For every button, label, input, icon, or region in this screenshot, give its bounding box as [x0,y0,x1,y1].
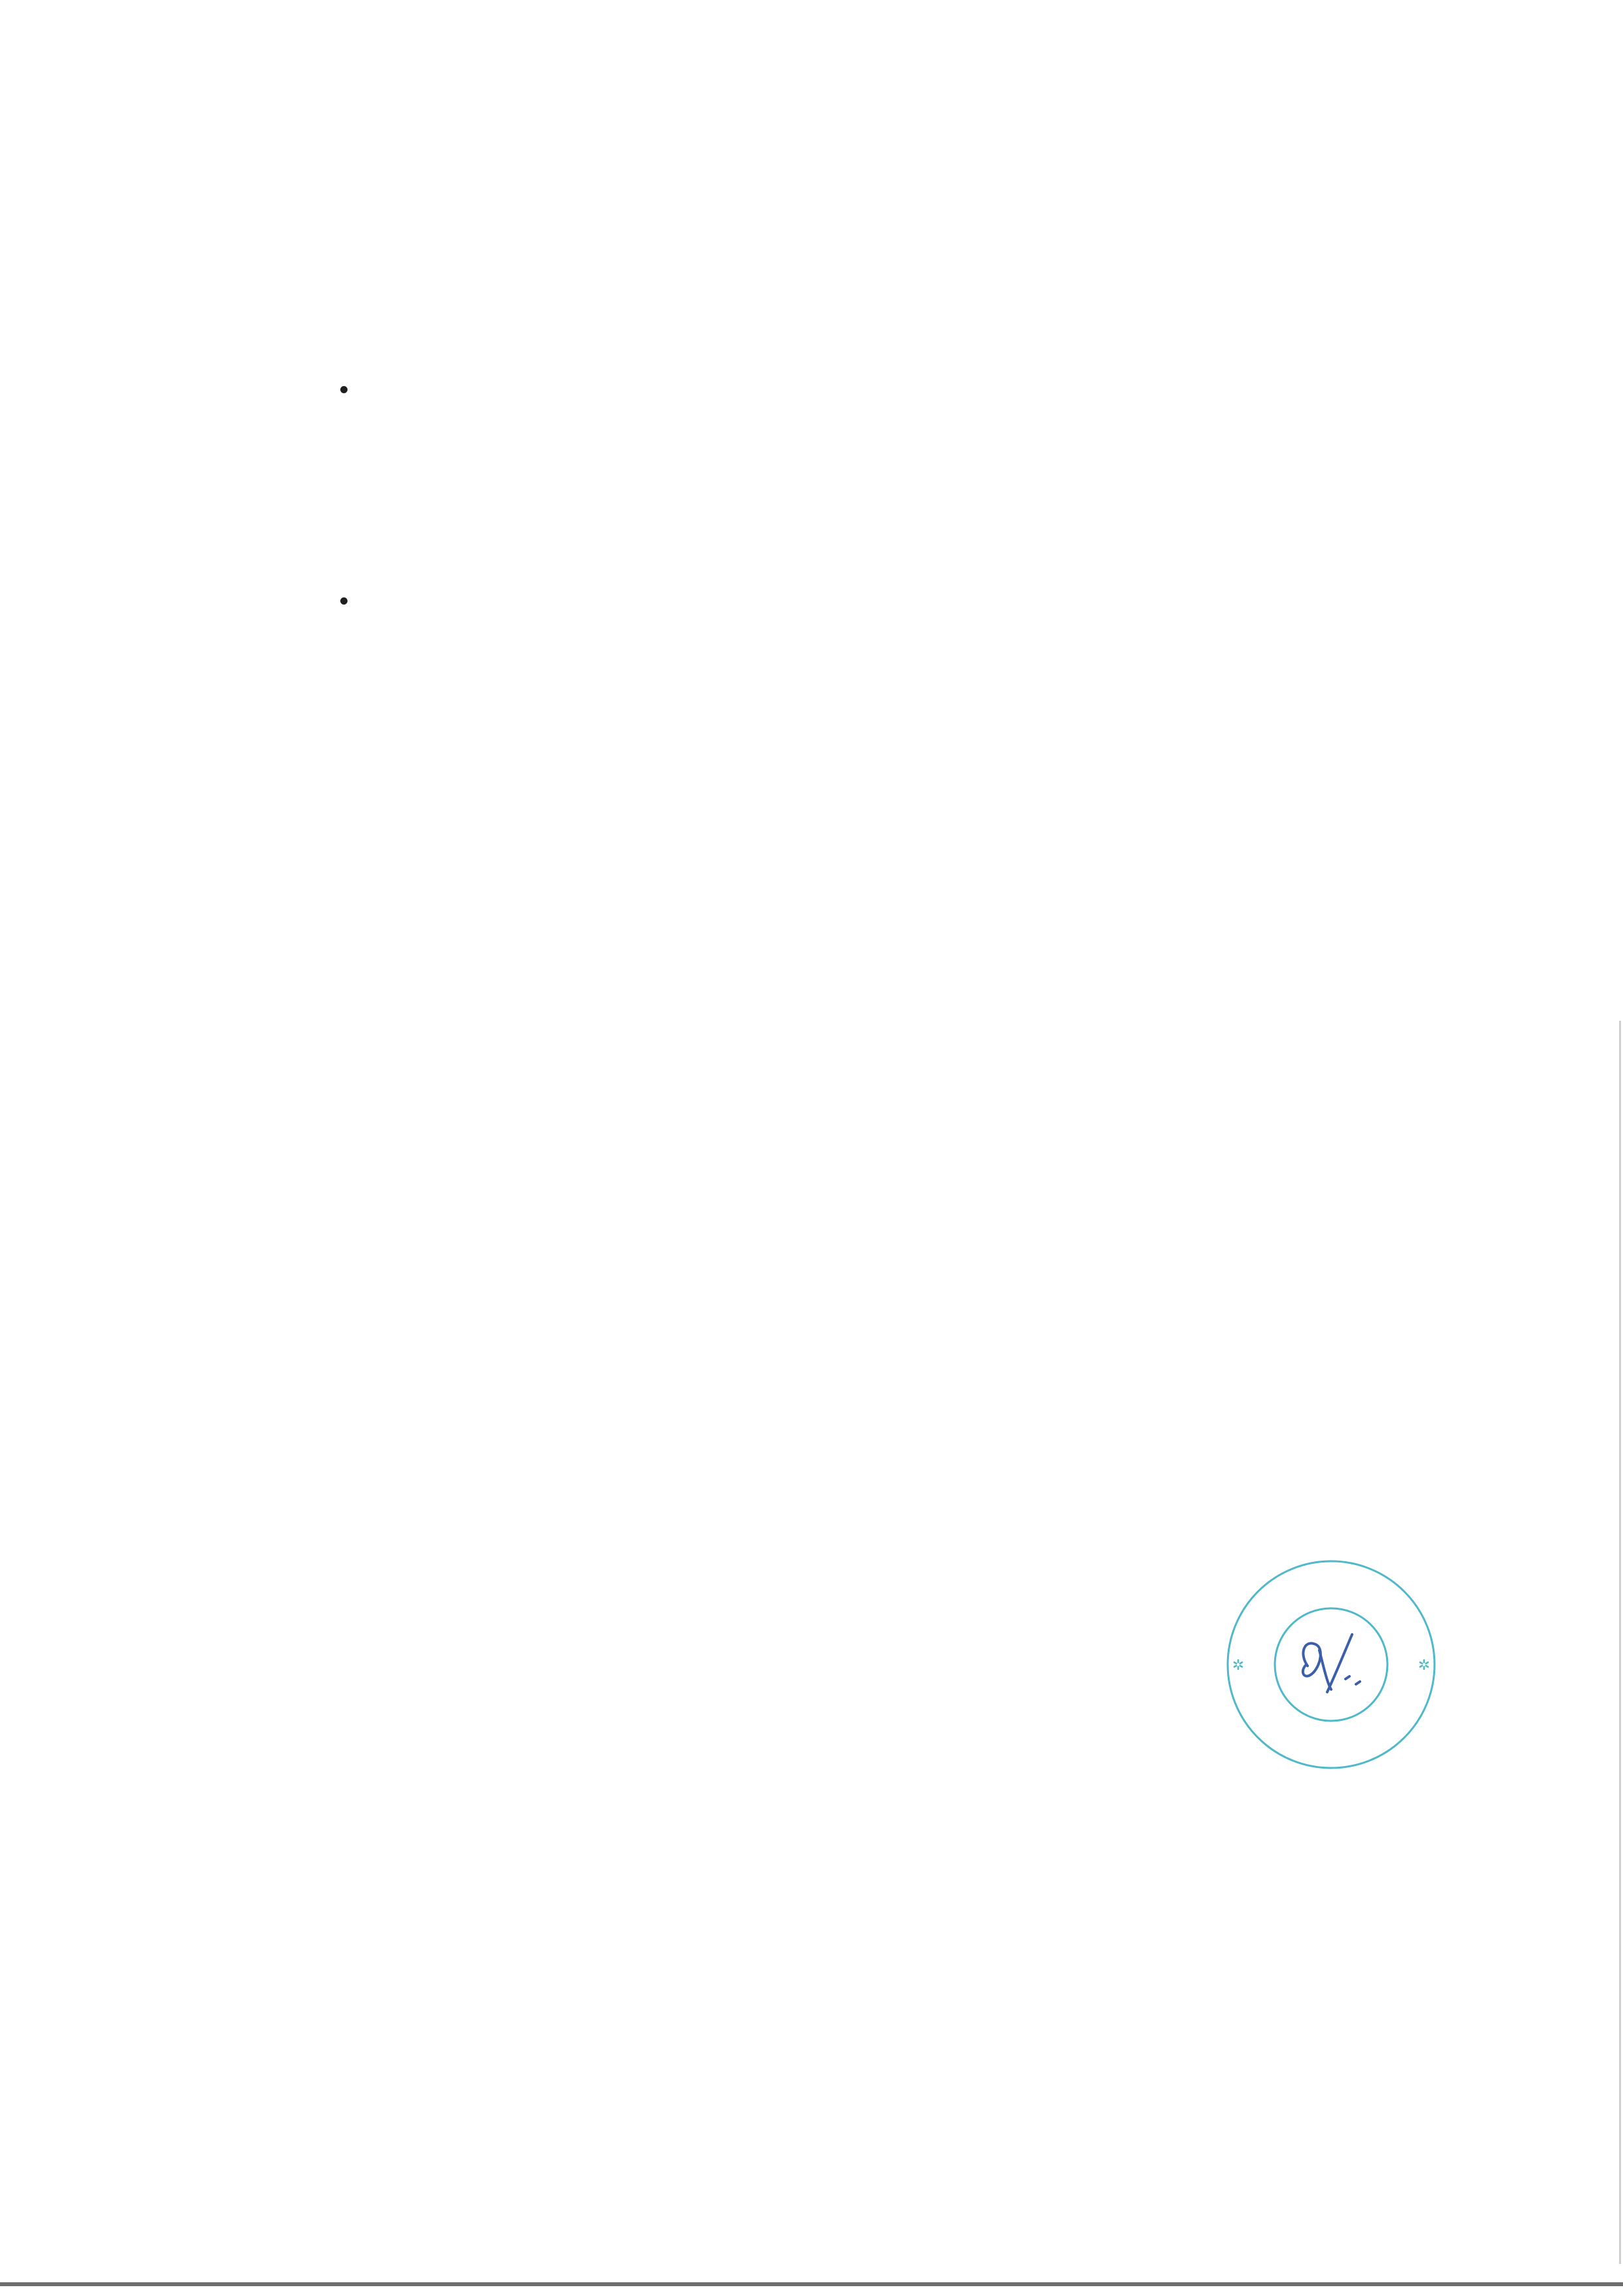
scan-edge-line [1619,1021,1621,2264]
bullet-icon [340,597,348,605]
signature-mark [1303,1634,1360,1692]
bottom-rule [0,2282,1623,2286]
firm-seal-stamp [1221,1555,1441,1775]
svg-text:✲: ✲ [1232,1657,1245,1674]
svg-text:✲: ✲ [1418,1657,1431,1674]
bullet-icon [340,386,348,393]
